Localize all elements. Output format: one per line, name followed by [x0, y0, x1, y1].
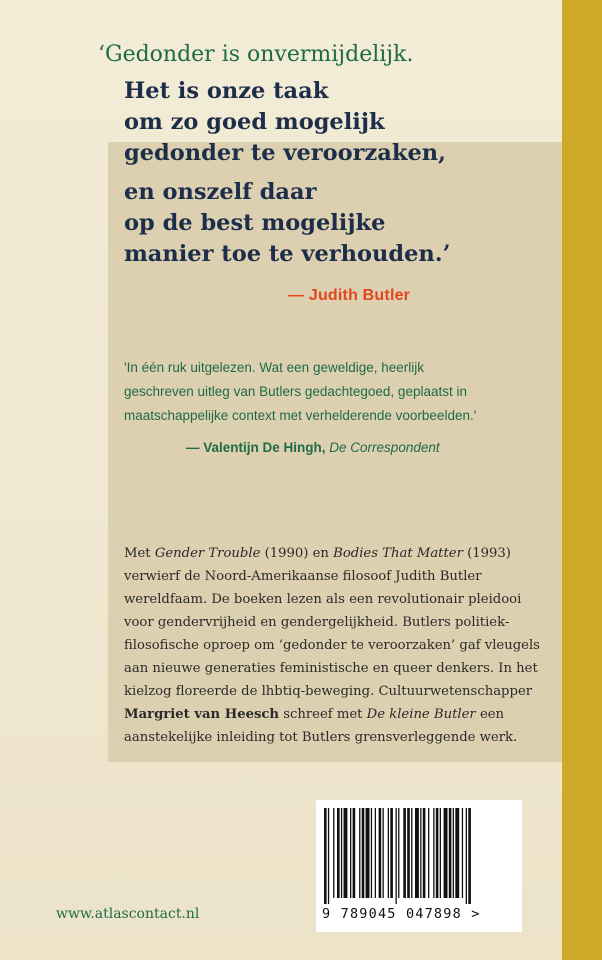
barcode-bar	[383, 808, 384, 898]
barcode-bar	[407, 808, 410, 898]
blurb-line: kielzog floreerde de lhbtiq-beweging. Cultuurwetenschapper	[124, 684, 533, 699]
quote-line: op de best mogelijke	[124, 210, 386, 236]
quote-first-line: ‘Gedonder is onvermijdelijk.	[98, 42, 414, 67]
isbn-digits: 9 789045 047898 >	[322, 906, 481, 922]
blurb-line: wereldfaam. De boeken lezen als een revolutionair pleidooi	[124, 592, 522, 607]
barcode-bar	[423, 808, 426, 898]
stanza-gap	[124, 169, 554, 177]
review-source	[186, 440, 440, 455]
barcode-bar	[375, 808, 376, 898]
blurb-line: aanstekelijke inleiding tot Butlers grensverleggende werk.	[124, 730, 518, 745]
barcode-bar	[436, 808, 439, 898]
quote-line: om zo goed mogelijk	[124, 109, 385, 135]
barcode-bar	[455, 808, 459, 898]
blurb-line: aan nieuwe generaties feministische en queer denkers. In het	[124, 661, 538, 676]
barcode-bar	[468, 808, 471, 904]
blurb-line: Met Gender Trouble (1990) en Bodies That Matter (1993)	[124, 546, 511, 561]
barcode-bar	[466, 808, 467, 904]
barcode-bar	[328, 808, 329, 904]
book-title: De kleine Butler	[366, 707, 476, 722]
reviewer-prefix: —	[186, 440, 204, 455]
barcode-bar	[444, 808, 448, 898]
barcode-bar	[390, 808, 393, 898]
review-line: geschreven uitleg van Butlers gedachtegoed, geplaatst in	[124, 384, 467, 399]
barcode-bar	[337, 808, 340, 898]
barcode-bar	[411, 808, 412, 898]
barcode-bar	[324, 808, 327, 904]
barcode-bar	[440, 808, 441, 898]
title-gender-trouble: Gender Trouble	[154, 546, 261, 561]
barcode-bar	[333, 808, 334, 898]
blurb-line: verwierf de Noord-Amerikaanse filosoof Judith Butler	[124, 569, 482, 584]
barcode-bar	[428, 808, 429, 898]
barcode-bar	[362, 808, 365, 898]
barcode-bar	[398, 808, 399, 898]
publisher-website[interactable]: www.atlascontact.nl	[56, 906, 200, 922]
barcode-bar	[403, 808, 406, 898]
book-blurb	[124, 542, 558, 749]
quote-line: gedonder te veroorzaken,	[124, 140, 446, 166]
review-line: 'In één ruk uitgelezen. Wat een geweldige, heerlijk	[124, 360, 425, 375]
quote-line: manier toe te verhouden.’	[124, 241, 451, 267]
barcode-bar	[388, 808, 389, 898]
barcode-bar	[379, 808, 382, 898]
blurb-line: filosofische oproep om ‘gedonder te veroorzaken’ gaf vleugels	[124, 638, 540, 653]
barcode-bar	[359, 808, 360, 898]
barcode-bar	[396, 808, 397, 904]
barcode-bar	[449, 808, 452, 898]
barcode-bar	[344, 808, 348, 898]
reviewer-name: Valentijn De Hingh,	[203, 440, 326, 455]
barcode-bar	[415, 808, 419, 898]
barcode-bar	[433, 808, 434, 898]
quote-attribution: — Judith Butler	[288, 287, 411, 304]
review-line: maatschappelijke context met verhelderende voorbeelden.'	[124, 408, 477, 423]
barcode-bar	[462, 808, 463, 898]
barcode-bar	[353, 808, 356, 898]
barcode-bar	[420, 808, 421, 898]
quote-line: Het is onze taak	[124, 78, 329, 104]
title-bodies-that-matter: Bodies That Matter	[333, 546, 463, 561]
quote-line: en onszelf daar	[124, 179, 317, 205]
blurb-line: voor gendervrijheid en gendergelijkheid. Butlers politiek-	[124, 615, 510, 630]
barcode-bar	[453, 808, 454, 898]
quote-body	[124, 76, 554, 270]
blurb-line: Margriet van Heesch schreef met De kleine Butler een	[124, 707, 505, 722]
author-name: Margriet van Heesch	[124, 707, 280, 722]
spine-edge	[562, 0, 602, 960]
barcode-bar	[350, 808, 351, 898]
barcode-bar	[371, 808, 372, 898]
review-quote	[124, 356, 544, 428]
barcode-bar	[341, 808, 342, 898]
barcode-bar	[366, 808, 370, 898]
publication-name: De Correspondent	[329, 440, 440, 455]
